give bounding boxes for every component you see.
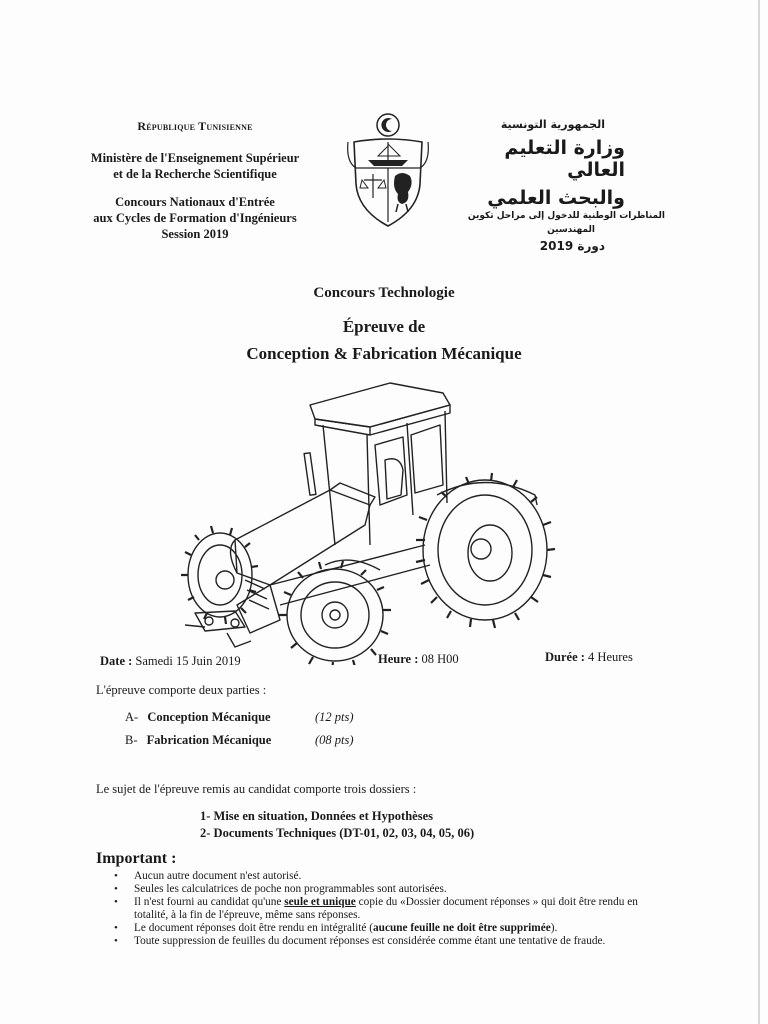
note-text: ). <box>550 921 558 934</box>
contest-title: Concours Technologie <box>313 285 455 301</box>
epreuve-title: Épreuve de <box>342 317 426 336</box>
header-right-block <box>455 118 665 253</box>
hour-value: 08 H00 <box>421 652 459 666</box>
exam-date <box>100 654 241 669</box>
tunisia-coat-of-arms-icon <box>340 112 436 232</box>
note-text: Il n'est fourni au candidat qu'une <box>134 896 285 908</box>
ministry-line-1: Ministère de l'Enseignement Supérieur <box>90 151 300 165</box>
duration-value: 4 Heures <box>588 650 633 664</box>
ministry-line-2-arabic: والبحث العلمي <box>487 187 625 209</box>
parts-intro: L'épreuve comporte deux parties : <box>96 683 267 697</box>
date-label: Date : <box>100 654 133 668</box>
date-value: Samedi 15 Juin 2019 <box>135 654 241 668</box>
page-edge <box>758 0 760 1024</box>
note-item: • Aucun autre document n'est autorisé. <box>112 870 672 883</box>
note-item <box>112 922 672 935</box>
note-item: • Toute suppression de feuilles du document réponses est considérée comme étant une tentative de fraude. <box>112 935 672 948</box>
session-label-arabic: دورة 2019 <box>539 239 605 253</box>
note-text: Le document réponses doit être rendu en intégralité ( <box>134 921 374 934</box>
ministry-label <box>60 150 330 182</box>
hour-label: Heure : <box>378 652 419 666</box>
session-label: Session 2019 <box>161 227 229 241</box>
exam-duration <box>545 650 633 665</box>
contest-line-1: Concours Nationaux d'Entrée <box>115 195 275 209</box>
important-heading: Important : <box>96 850 177 867</box>
republic-label-arabic: الجمهورية التونسية <box>500 118 605 131</box>
dossier-item: 2- Documents Techniques (DT-01, 02, 03, 04, 05, 06) <box>200 826 475 840</box>
ministry-line-2: et de la Recherche Scientifique <box>113 167 277 181</box>
subject-title: Conception & Fabrication Mécanique <box>246 344 522 363</box>
note-emphasis: aucune feuille ne doit être supprimée <box>373 921 551 934</box>
header-left-block <box>60 118 330 242</box>
dossiers-intro: Le sujet de l'épreuve remis au candidat comporte trois dossiers : <box>96 782 417 796</box>
ministry-line-1-arabic: وزارة التعليم العالي <box>504 137 625 181</box>
part-name: Conception Mécanique <box>147 710 271 724</box>
note-emphasis: seule et unique <box>284 896 356 908</box>
part-points: (12 pts) <box>315 710 354 724</box>
dossier-item: 1- Mise en situation, Données et Hypothèses <box>200 809 433 823</box>
important-notes-list <box>112 870 672 948</box>
contest-line-2-arabic: المهندسين <box>547 225 595 235</box>
note-item: • Seules les calculatrices de poche non programmables sont autorisées. <box>112 883 672 896</box>
part-letter: A- <box>125 710 139 724</box>
part-points: (08 pts) <box>315 733 354 747</box>
part-item <box>125 733 354 748</box>
part-letter: B- <box>125 733 138 747</box>
note-item <box>112 896 672 921</box>
duration-label: Durée : <box>545 650 585 664</box>
contest-line-2: aux Cycles de Formation d'Ingénieurs <box>93 211 297 225</box>
part-name: Fabrication Mécanique <box>146 733 272 747</box>
part-item <box>125 710 354 725</box>
tractor-illustration <box>175 375 560 665</box>
contest-line-1-arabic: المناظرات الوطنية للدخول إلى مراحل تكوين <box>467 211 665 221</box>
republic-label: République Tunisienne <box>137 119 253 133</box>
exam-hour <box>378 652 459 667</box>
note-text: copie du «Dossier document réponses » qui doit être rendu en totalité, à la fin de l'épreuve, même sans réponses. <box>134 896 638 921</box>
